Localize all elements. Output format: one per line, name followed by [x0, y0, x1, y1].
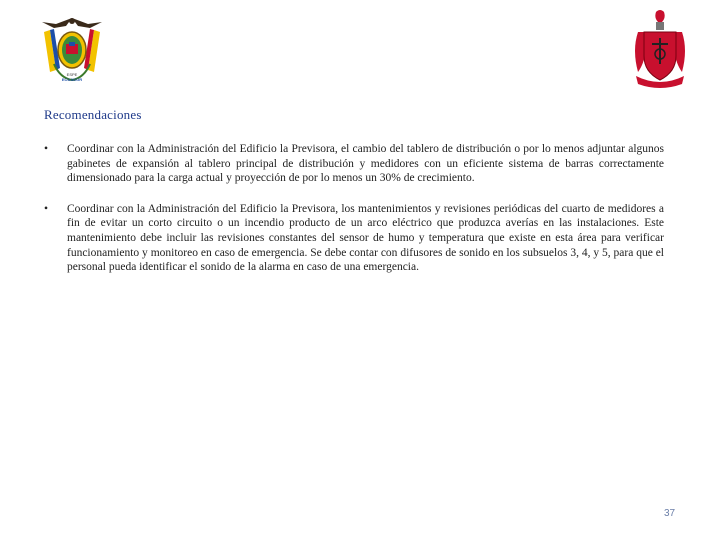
list-item [44, 202, 664, 275]
left-logo-caption [56, 72, 88, 82]
page-number: 37 [664, 508, 676, 519]
list-item [44, 142, 664, 186]
left-logo-caption-bottom: ECUADOR [61, 77, 83, 82]
recommendations-list [44, 142, 664, 291]
recommendation-text: Coordinar con la Administración del Edificio la Previsora, los mantenimientos y revisiones periódicas del cuarto de medidores a fin de evitar un corto circuito o un incendio producto de un arco eléctrico que produzca averías en las instalaciones. Este mantenimiento debe incluir las revisiones constantes del sensor de humo y temperatura que existe en esta área para verificar funcionamiento y monitoreo en caso de emergencia. Se debe contar con difusores de sonido en los subsuelos 3, 4, y 5, para que el personal pueda identificar el sonido de la alarma en caso de una emergencia. [67, 202, 664, 274]
left-logo-caption-top: ESPE [66, 72, 78, 77]
recommendation-text: Coordinar con la Administración del Edificio la Previsora, el cambio del tablero de distribución o por lo menos adjuntar algunos gabinetes de expansión al tablero principal de distribución y medidores con un eficiente sistema de barras correctamente dimensionado para la carga actual y proyección de por lo menos un 30% de crecimiento. [67, 143, 664, 185]
bullet: • [44, 143, 49, 155]
section-title: Recomendaciones [44, 107, 142, 122]
red-crest-emblem-icon [630, 10, 690, 90]
bullet: • [44, 202, 49, 215]
